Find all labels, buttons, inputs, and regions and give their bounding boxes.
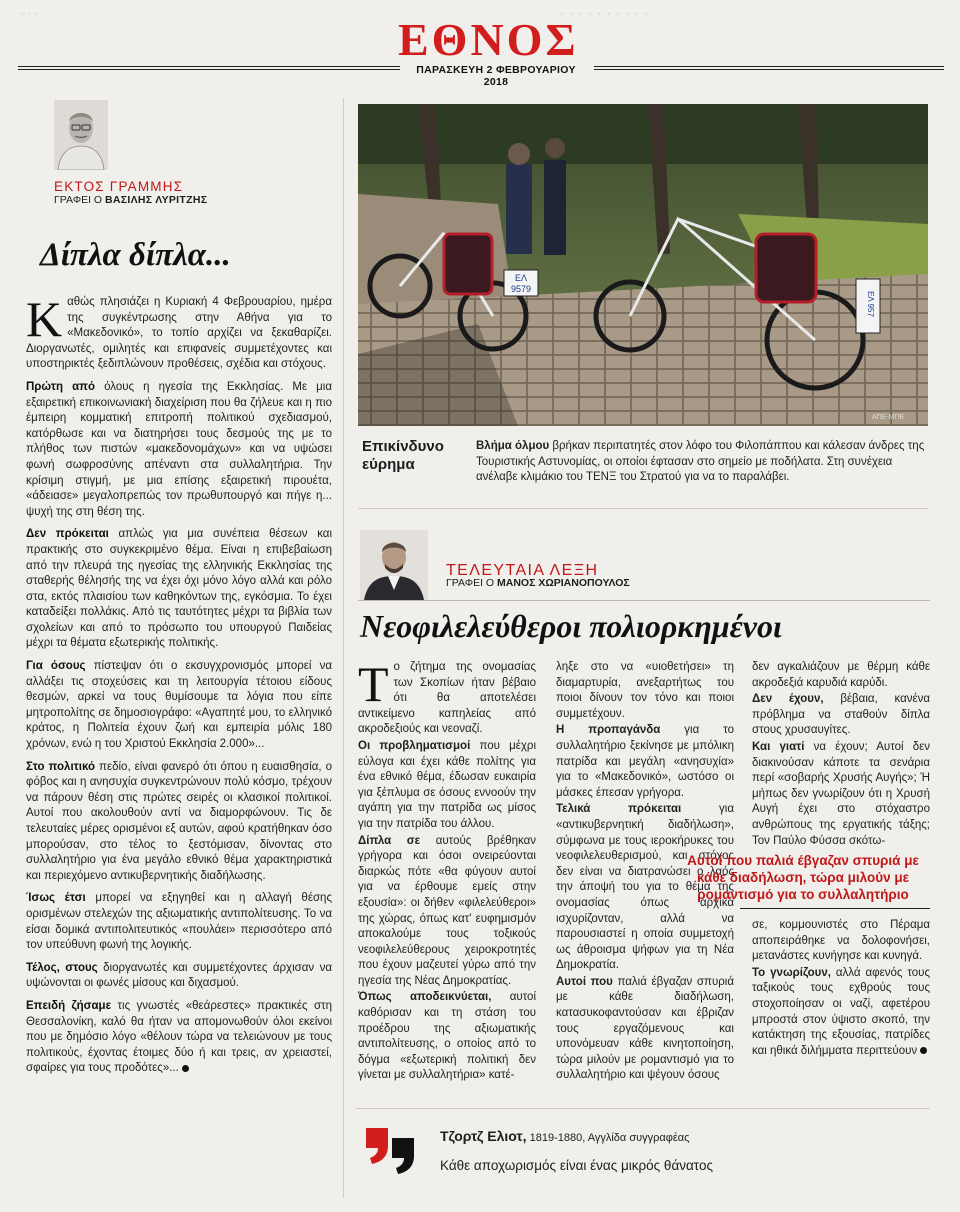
paragraph: Τέλος, στους διοργανωτές και συμμετέχοντες άρχισαν να υψώνονται οι φωνές μίσους και διχασμού. bbox=[26, 961, 332, 990]
newspaper-logo: ΕΘΝΟΣ bbox=[398, 14, 579, 65]
pull-quote: Αυτοί που παλιά έβγαζαν σπυριά με κάθε διαδήλωση, τώρα μιλούν με ρομαντισμό για το συλλαλητήριο bbox=[687, 853, 919, 902]
drop-cap: Κ bbox=[26, 291, 63, 347]
byline bbox=[54, 194, 332, 207]
article-body bbox=[26, 291, 333, 1077]
news-photo bbox=[358, 104, 928, 426]
author-name: ΜΑΝΟΣ ΧΩΡΙΑΝΟΠΟΥΛΟΣ bbox=[497, 577, 630, 589]
article-headline: Δίπλα δίπλα... bbox=[40, 237, 231, 273]
left-article bbox=[26, 100, 332, 1084]
headline-rule bbox=[358, 600, 930, 601]
byline-prefix: ΓΡΑΦΕΙ Ο bbox=[446, 577, 495, 589]
end-mark-icon bbox=[182, 1065, 189, 1072]
article-column-3-top bbox=[752, 660, 930, 850]
bleedthrough-text: · · · bbox=[20, 6, 39, 20]
masthead-rule-right bbox=[594, 66, 944, 70]
paragraph: Όπως αποδεικνύεται, αυτοί καθόρισαν και τη στάση του προέδρου της αξιωματικής αντιπολίτευσης, ο οποίος από το δόγμα «εξωτερική πολιτική δεν γίνεται με συλλαλητήρια» κατέ- bbox=[358, 991, 537, 1082]
author-photo-2 bbox=[360, 530, 428, 600]
paragraph: Δεν έχουν, βέβαια, κανένα πρόβλημα να σταθούν δίπλα στους χρυσαυγίτες. bbox=[752, 693, 930, 737]
quote-rule bbox=[356, 1108, 930, 1109]
article-headline-2: Νεοφιλελεύθεροι πολιορκημένοι bbox=[360, 608, 782, 644]
quote-text: Κάθε αποχωρισμός είναι ένας μικρός θάνατος bbox=[440, 1158, 713, 1173]
paragraph: ληξε στο να «υιοθετήσει» τη διαμαρτυρία, ανεξαρτήτως του ποιοι δίνουν τον τόνο και ποιοι συμμετέχουν. bbox=[556, 661, 734, 720]
bicycles-photo-illustration bbox=[358, 104, 928, 426]
paragraph: Τελικά πρόκειται για «αντικυβερνητική διαδήλωση», σύμφωνα με τους ιεροκήρυκες του νεοφιλελευθερισμού, και στόχος δεν είναι να διατρανώσει ο λαός την άποψή του για το θέμα της ονομασίας όπως αρχικά ισχυρίζονταν, αλλά να παρουσιαστεί η οποία συμμετοχή ως άθροισμα ψήφων για τη Νέα Δημοκρατία. bbox=[556, 803, 734, 972]
caption-rule bbox=[358, 508, 928, 509]
byline-2 bbox=[446, 577, 630, 590]
masthead-rule-left bbox=[18, 66, 400, 70]
photo-credit: ΑΠΕ-ΜΠΕ bbox=[872, 414, 905, 421]
paragraph: σε, κομμουνιστές στο Πέραμα αποπειράθηκε να δολοφονήσει, μετανάστες κυνήγησε και κυνηγά. bbox=[752, 919, 930, 963]
paragraph: Οι προβληματισμοί που μέχρι εύλογα και έχει κάθε πολίτης για ένα εθνικό θέμα, έδωσαν ευκαιρία για ξέπλυμα σε όσους εννοούν την αγάπη για την πατρίδα ως μίσος για την πατρίδα του άλλου. bbox=[358, 739, 537, 830]
paragraph: δεν αγκαλιάζουν με θέρμη κάθε ακροδεξιά καρυδιά καρύδι. bbox=[752, 661, 930, 689]
section-label: ΕΚΤΟΣ ΓΡΑΜΜΗΣ bbox=[54, 179, 184, 194]
article-column-1 bbox=[358, 656, 537, 1085]
paragraph: Πρώτη από όλους η ηγεσία της Εκκλησίας. Με μια εξαιρετική επικοινωνιακή διαχείριση που θα ζήλευε και η πιο έμπειρη κομματική επιτροπή πολιτικού σχεδιασμού, κατόρθωσε και να διατηρήσει τους δεσμούς της με το πλήθος των πιστών «μακεδονομάχων» και να υψώσει φωνή σωφροσύνης απέναντι στα συλλαλητήρια. Την κρίσιμη στιγμή, με μια επίσης εξαιρετική πιρουέτα, «άδειασε» μεγαλοπρεπώς τον πρωθυπουργό και πήγε η... ψυχή της στη θέση της. bbox=[26, 380, 332, 518]
author-portrait-icon bbox=[54, 100, 108, 170]
paragraph: Και γιατί να έχουν; Αυτοί δεν διακινούσαν κάποτε τα σενάρια περί «σοβαρής Χρυσής Αυγής»; Ή μήπως δεν γνωρίζουν ότι η Χρυσή Αυγή έχει στο στόχαστρο ανθρώπους της εργατικής τάξης; Τον Παύλο Φύσσα σκότω- bbox=[752, 740, 930, 847]
end-mark-icon bbox=[920, 1047, 927, 1054]
pull-quote-rule bbox=[740, 908, 930, 909]
article-column-3-bottom bbox=[752, 918, 930, 1060]
plate-left-line1: ΕΛ bbox=[514, 273, 528, 283]
paragraph: Το ζήτημα της ονομασίας των Σκοπίων ήταν βέβαιο ότι θα αποτελέσει αντικείμενο καπηλείας από ακροδεξιούς και νεοναζί. bbox=[358, 656, 536, 736]
bleedthrough-text-right: · · · · · · · · · · bbox=[560, 6, 649, 20]
caption-title: Επικίνδυνο εύρημα bbox=[362, 438, 444, 473]
plate-left-line2: 9579 bbox=[510, 284, 532, 294]
section-label-2: ΤΕΛΕΥΤΑΙΑ ΛΕΞΗ bbox=[446, 562, 599, 579]
paragraph: Στο πολιτικό πεδίο, είναι φανερό ότι όπου η ευαισθησία, ο φόβος και η ανησυχία συγκεντρώνουν πολύ κόσμο, τρέχουν να πάρουν θέση στις πρώτες σειρές οι κλασικοί πολιτικοί. Αυτοί που ακολουθούν αντί να διαμορφώνουν. Τις δε τελευταίες μέρες ορισμένοι εξ αυτών, αφού κρατήθηκαν όσο μπορούσαν, στο τέλος το ξεστόμισαν, δίνοντας στο συλλαλητήριο για ένα μεγάλο εθνικό θέμα χαρακτηριστικά και περιεχόμενο αντικυβερνητικής διαδήλωσης. bbox=[26, 760, 332, 882]
author-name: ΒΑΣΙΛΗΣ ΛΥΡΙΤΖΗΣ bbox=[105, 194, 208, 206]
author-photo bbox=[54, 100, 108, 170]
photo-caption: Βλήμα όλμου βρήκαν περιπατητές στον λόφο του Φιλοπάππου και κάλεσαν άνδρες της Τουριστικής Αστυνομίας, οι οποίοι έφτασαν στο σημείο με ποδήλατα. Στη συνέχεια ανέλαβε κλιμάκιο του ΤΕΝΞ του Στρατού για να το παραλάβει. bbox=[476, 440, 925, 484]
paragraph: Ίσως έτσι μπορεί να εξηγηθεί και η αλλαγή θέσης ορισμένων στελεχών της αξιωματικής αντιπολίτευσης. Το να είσαι δομικά αντιπολιτευτικός «πουλάει» περισσότερο από τον υπεύθυνη φωνή της λογικής. bbox=[26, 892, 332, 952]
paragraph: Αυτοί που παλιά έβγαζαν σπυριά με κάθε διαδήλωση, κατασυκοφαντούσαν και έβριζαν τους εργαζόμενους και υπονόμευαν κάθε κινητοποίηση, τώρα μιλούν με ρομαντισμό για το συλλαλητήριο και ψέγουν όσους bbox=[556, 975, 734, 1082]
issue-date: ΠΑΡΑΣΚΕΥΗ 2 ΦΕΒΡΟΥΑΡΙΟΥ 2018 bbox=[416, 64, 576, 88]
paragraph: Δεν πρόκειται απλώς για μια συνέπεια θέσεων και πρακτικής στο συγκεκριμένο θέμα. Είναι η επιβεβαίωση από την πλευρά της ηγεσίας της ελληνικής Εκκλησίας της σταθερής θέλησής της να έχει όχι μόνο λόγο αλλά και ρόλο στα, εκτός πλαισίου των καθηκόντων της, εγκόσμια. Το έχει καταδείξει πολλάκις. Από τις ταυτότητες μέχρι τα βιβλία των σχολείων και από το πρόσωπο του υπουργού Παιδείας μέχρι τα θέματα εξωτερικής πολιτικής. bbox=[26, 528, 333, 650]
quote-author: Τζορτζ Ελιοτ, 1819-1880, Αγγλίδα συγγραφέας bbox=[440, 1128, 690, 1144]
paragraph: Δίπλα σε αυτούς βρέθηκαν γρήγορα και όσοι ονειρεύονται διαρκώς πότε «θα φύγουν αυτοί για να έρθουμε εμείς στην εξουσία»: οι δήθεν «φιλελεύθεροι» της χώρας, όπως κατ' ευφημισμόν αποκαλούμε τους τοξικούς νεοφιλελεύθερους χειροκροτητές που έχουν μαζευτεί γύρω από την ηγεσία της Νέας Δημοκρατίας. bbox=[358, 834, 536, 987]
drop-cap: Τ bbox=[358, 656, 389, 712]
paragraph: Η προπαγάνδα για το συλλαλητήριο ξεκίνησε με μπόλικη πατρίδα και μεγάλη «ανησυχία» για το «Μακεδονικό», ωστόσο οι μάσκες έπεσαν γρήγορα. bbox=[556, 724, 734, 799]
plate-right: ΕΛ 957 bbox=[866, 291, 875, 317]
masthead bbox=[0, 0, 960, 88]
author-portrait-icon bbox=[360, 530, 428, 600]
paragraph: Για όσους πίστεψαν ότι ο εκσυγχρονισμός μπορεί να αλλάξει τις στοχεύσεις και τη λειτουργία τέτοιου είδους θεσμών, αρκεί να τους θυμίσουμε τα λόγια που είπε μητροπολίτης σε δημοσιογράφο: «Αγαπητέ μου, το ελληνικό κράτος, η Πολιτεία έχουν ζωή και εμπειρία μόλις 180 χρόνων, ενώ η του Χριστού Εκκλησία 2.000»... bbox=[26, 660, 332, 751]
paragraph: Επειδή ζήσαμε τις γνωστές «θεάρεστες» πρακτικές στη Θεσσαλονίκη, καλό θα ήταν να απομονωθούν όλοι εκείνοι που με δημόσιο λόγο «θέλουν τώρα να τελειώνουν με τους πολιτικούς, έχοντας έτοιμες δύο ή και τρεις, αν χρειαστεί, σφαίρες για τους προδότες»... bbox=[26, 999, 332, 1075]
byline-prefix: ΓΡΑΦΕΙ Ο bbox=[54, 194, 103, 206]
paragraph: Καθώς πλησιάζει η Κυριακή 4 Φεβρουαρίου, ημέρα της συγκέντρωσης στην Αθήνα για το «Μακεδονικό», το τοπίο αρχίζει να ξεκαθαρίζει. Διοργανωτές, ομιλητές και επιφανείς συμμετέχοντες και υποστηρικτές ξεδιπλώνουν προθέσεις, σχέδια και στόχους. bbox=[26, 291, 332, 371]
column-divider bbox=[343, 98, 344, 1198]
quotation-mark-icon bbox=[362, 1124, 416, 1178]
paragraph: Το γνωρίζουν, αλλά αφενός τους ταξικούς τους εχθρούς τους στοχοποίησαν οι ναζί, αφετέρου μπροστά στον ύψιστο σκοπό, την κατάκτηση της εξουσίας, πατρίδες και ηθικά διλήμματα περιττεύουν bbox=[752, 966, 930, 1057]
